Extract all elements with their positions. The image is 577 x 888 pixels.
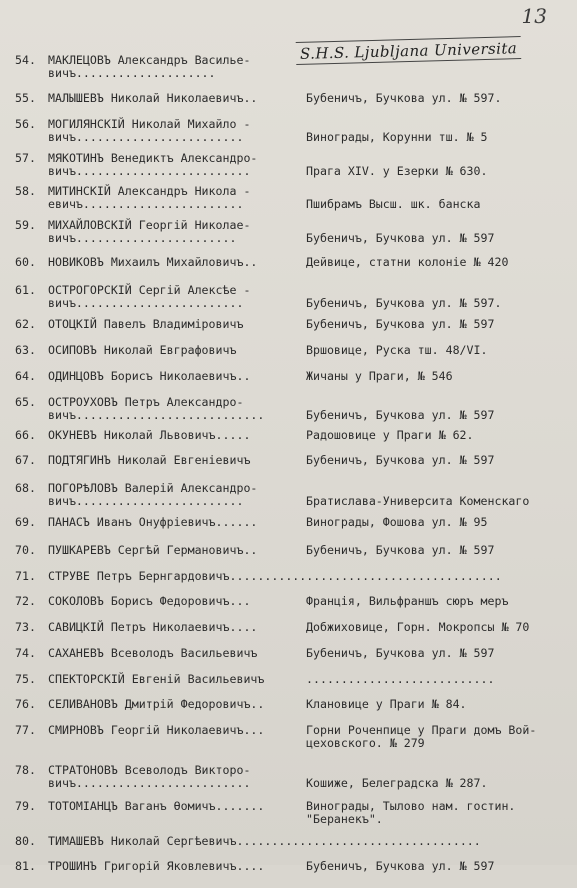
list-item xyxy=(0,118,577,146)
list-item xyxy=(0,698,577,726)
list-item xyxy=(0,764,577,792)
entry-address: Бубеничъ, Бучкова ул. № 597. xyxy=(306,91,502,105)
entry-address-continued: Бубеничъ, Бучкова ул. № 597. xyxy=(306,296,502,310)
entry-number: 62. xyxy=(15,317,36,331)
entry-name: ОТОЦКIЙ Павелъ Владимiровичъ xyxy=(48,317,244,331)
entry-name-continued: вичъ........................ xyxy=(48,494,244,508)
library-stamp: S.H.S. Ljubljana Universita xyxy=(296,39,522,65)
entry-address-continued: Кошиже, Белеградска № 287. xyxy=(306,776,488,790)
entry-address: Бубеничъ, Бучкова ул. № 597 xyxy=(306,859,495,873)
entry-number: 56. xyxy=(15,117,36,131)
entry-number: 70. xyxy=(15,543,36,557)
entry-name: ОСИПОВЪ Николай Евграфовичъ xyxy=(48,343,237,357)
list-item xyxy=(0,621,577,649)
entry-address-continued: "Беранекъ". xyxy=(306,812,383,826)
list-item xyxy=(0,54,577,82)
entry-name: ПОГОРѢЛОВЪ Валерiй Александро- xyxy=(48,481,258,495)
list-item xyxy=(0,219,577,247)
entry-address: Винограды, Фошова ул. № 95 xyxy=(306,515,488,529)
list-item xyxy=(0,647,577,675)
entry-address: Бубеничъ, Бучкова ул. № 597 xyxy=(306,317,495,331)
entry-name: ТРОШИНЪ Григорiй Яковлевичъ.... xyxy=(48,859,265,873)
entry-address: Францiя, Вильфраншъ сюръ меръ xyxy=(306,594,509,608)
entry-number: 80. xyxy=(15,834,36,848)
list-item xyxy=(0,595,577,623)
entry-name: ТОТОМIАНЦЪ Ваганъ Ѳомичъ....... xyxy=(48,799,265,813)
entry-number: 72. xyxy=(15,594,36,608)
entry-address: Клановице у Праги № 84. xyxy=(306,697,467,711)
entry-number: 58. xyxy=(15,184,36,198)
entry-name: ПОДТЯГИНЪ Николай Евгенiевичъ xyxy=(48,453,251,467)
list-item xyxy=(0,370,577,398)
list-item xyxy=(0,284,577,312)
entry-address: ........................... xyxy=(306,672,495,686)
list-item xyxy=(0,344,577,372)
entry-name-continued: евичъ....................... xyxy=(48,197,244,211)
entry-address: Дейвице, статни колонiе № 420 xyxy=(306,255,509,269)
entry-address-continued: Бубеничъ, Бучкова ул. № 597 xyxy=(306,231,495,245)
entry-number: 71. xyxy=(15,569,36,583)
entry-number: 55. xyxy=(15,91,36,105)
entry-address: Бубеничъ, Бучкова ул. № 597 xyxy=(306,543,495,557)
entry-number: 74. xyxy=(15,646,36,660)
entry-name: ПАНАСЪ Иванъ Онуфрiевичъ...... xyxy=(48,515,258,529)
entry-number: 60. xyxy=(15,255,36,269)
entry-name: ОСТРОУХОВЪ Петръ Александро- xyxy=(48,395,244,409)
list-item xyxy=(0,256,577,284)
entry-name-continued: вичъ......................... xyxy=(48,164,251,178)
entry-address: Жичаны у Праги, № 546 xyxy=(306,369,453,383)
entry-name-continued: вичъ......................... xyxy=(48,776,251,790)
entry-number: 69. xyxy=(15,515,36,529)
entry-name: СПЕКТОРСКIЙ Евгенiй Васильевичъ xyxy=(48,672,265,686)
entry-number: 73. xyxy=(15,620,36,634)
entry-number: 75. xyxy=(15,672,36,686)
list-item xyxy=(0,724,577,752)
entry-address-continued: Пшибрамъ Высш. шк. банска xyxy=(306,197,481,211)
list-item xyxy=(0,92,577,120)
entry-number: 76. xyxy=(15,697,36,711)
entry-name: МИТИНСКIЙ Александръ Никола - xyxy=(48,184,251,198)
entry-name: СМИРНОВЪ Георгiй Николаевичъ... xyxy=(48,723,265,737)
entry-number: 64. xyxy=(15,369,36,383)
entry-name: СТРУВЕ Петръ Бернгардовичъ....................................... xyxy=(48,569,502,583)
entry-name: МОГИЛЯНСКIЙ Николай Михайло - xyxy=(48,117,251,131)
entry-number: 68. xyxy=(15,481,36,495)
entry-name-continued: вичъ.................... xyxy=(48,66,216,80)
entry-name: ОДИНЦОВЪ Борисъ Николаевичъ.. xyxy=(48,369,251,383)
entry-name: МАЛЫШЕВЪ Николай Николаевичъ.. xyxy=(48,91,258,105)
entry-name: САВИЦКIЙ Петръ Николаевичъ.... xyxy=(48,620,258,634)
entry-number: 61. xyxy=(15,283,36,297)
entry-name: СТРАТОНОВЪ Всеволодъ Викторо- xyxy=(48,763,251,777)
entry-number: 65. xyxy=(15,395,36,409)
entry-address-continued: Винограды, Корунни тш. № 5 xyxy=(306,130,488,144)
entry-number: 54. xyxy=(15,53,36,67)
list-item xyxy=(0,516,577,544)
list-item xyxy=(0,318,577,346)
list-item xyxy=(0,482,577,510)
list-item xyxy=(0,544,577,572)
list-item xyxy=(0,454,577,482)
entry-address-continued: Прага XIV. у Езерки № 630. xyxy=(306,164,488,178)
entry-number: 81. xyxy=(15,859,36,873)
entry-number: 77. xyxy=(15,723,36,737)
entry-address: Вршовице, Руска тш. 48/VI. xyxy=(306,343,488,357)
entry-address: Бубеничъ, Бучкова ул. № 597 xyxy=(306,646,495,660)
entry-name: ОКУНЕВЪ Николай Львовичъ..... xyxy=(48,428,251,442)
entry-number: 66. xyxy=(15,428,36,442)
list-item xyxy=(0,185,577,213)
entry-number: 79. xyxy=(15,799,36,813)
entry-name: МЯКОТИНЪ Венедиктъ Александро- xyxy=(48,151,258,165)
list-item xyxy=(0,396,577,424)
entry-address: Винограды, Тылово нам. гостин. xyxy=(306,799,516,813)
entry-address: Добжиховице, Горн. Мокропсы № 70 xyxy=(306,620,530,634)
page-number: 13 xyxy=(521,4,547,28)
entry-name-continued: вичъ........................ xyxy=(48,296,244,310)
entry-number: 67. xyxy=(15,453,36,467)
entry-address: Горни Роченпице у Праги домъ Вой- xyxy=(306,723,537,737)
entry-number: 78. xyxy=(15,763,36,777)
entry-address: Бубеничъ, Бучкова ул. № 597 xyxy=(306,453,495,467)
entry-number: 57. xyxy=(15,151,36,165)
entry-name: ОСТРОГОРСКIЙ Сергiй Алексѣе - xyxy=(48,283,251,297)
entry-name-continued: вичъ........................... xyxy=(48,408,265,422)
list-item xyxy=(0,152,577,180)
entry-address: Радошовице у Праги № 62. xyxy=(306,428,474,442)
entry-name: ПУШКАРЕВЪ Сергѣй Германовичъ.. xyxy=(48,543,258,557)
entry-name-continued: вичъ........................ xyxy=(48,130,244,144)
entry-number: 59. xyxy=(15,218,36,232)
entry-name: МИХАЙЛОВСКIЙ Георгiй Николае- xyxy=(48,218,251,232)
entry-address-continued: Бубеничъ, Бучкова ул. № 597 xyxy=(306,408,495,422)
entry-address-continued: цеховского. № 279 xyxy=(306,736,425,750)
entry-name: НОВИКОВЪ Михаилъ Михайловичъ.. xyxy=(48,255,258,269)
entry-number: 63. xyxy=(15,343,36,357)
entry-name: САХАНЕВЪ Всеволодъ Васильевичъ xyxy=(48,646,258,660)
entry-name: ТИМАШЕВЪ Николай Сергѣевичъ................................... xyxy=(48,834,481,848)
list-item xyxy=(0,800,577,828)
entry-name-continued: вичъ....................... xyxy=(48,231,237,245)
entry-name: СЕЛИВАНОВЪ Дмитрiй Федоровичъ.. xyxy=(48,697,265,711)
entry-name: МАКЛЕЦОВЪ Александръ Василье- xyxy=(48,53,251,67)
entry-address-continued: Братислава-Университа Коменскаго xyxy=(306,494,530,508)
entry-name: СОКОЛОВЪ Борисъ Федоровичъ... xyxy=(48,594,251,608)
list-item xyxy=(0,860,577,888)
